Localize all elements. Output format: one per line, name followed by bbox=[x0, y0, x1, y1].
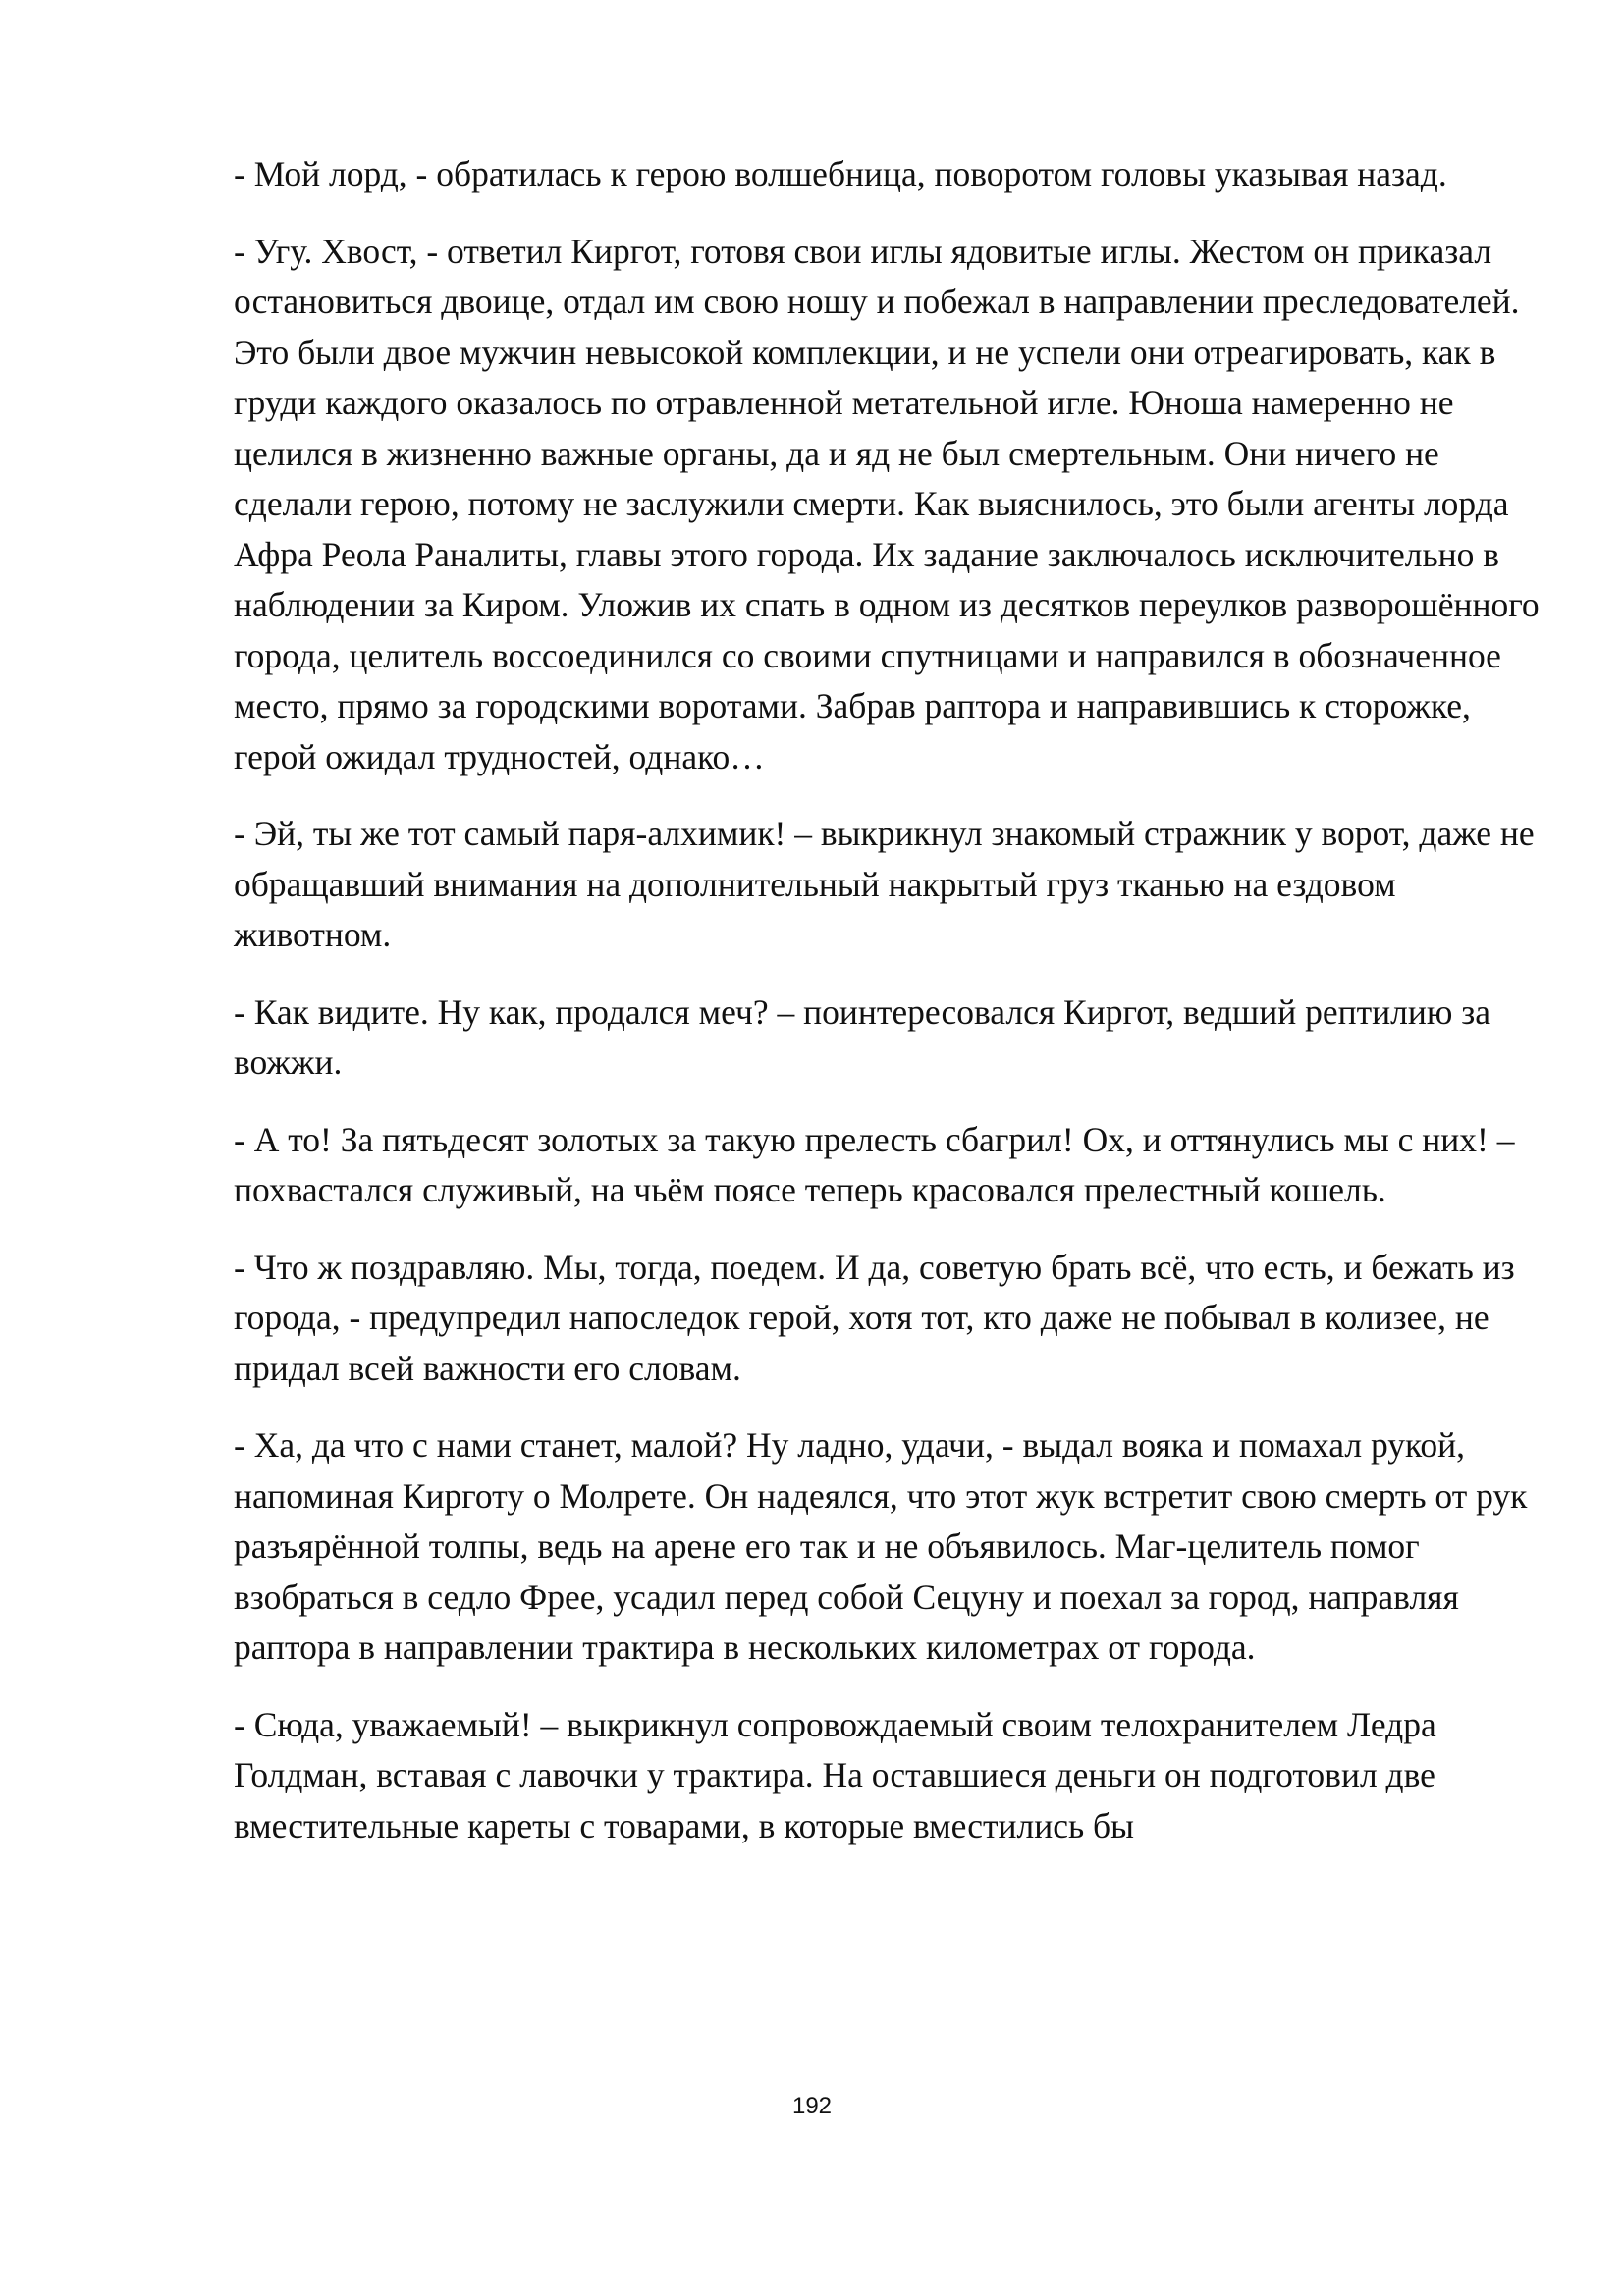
document-body bbox=[234, 149, 1540, 1878]
paragraph-1: - Мой лорд, - обратилась к герою волшебница, поворотом головы указывая назад. bbox=[234, 154, 1447, 193]
page-number: 192 bbox=[791, 2093, 833, 2119]
paragraph-7: - Ха, да что с нами станет, малой? Ну ладно, удачи, - выдал вояка и помахал рукой, напоминая Кирготу о Молрете. Он надеялся, что этот жук встретит свою смерть от рук разъярённой толпы, ведь на арене его так и не объявилось. Маг-целитель помог взобраться в седло Фрее, усадил перед собой Сецуну и поехал за город, направляя раптора в направлении трактира в нескольких километрах от города. bbox=[234, 1425, 1528, 1667]
paragraph-5: - А то! За пятьдесят золотых за такую прелесть сбагрил! Ох, и оттянулись мы с них! – похвастался служивый, на чьём поясе теперь красовался прелестный кошель. bbox=[234, 1119, 1515, 1209]
paragraph-2: - Угу. Хвост, - ответил Киргот, готовя свои иглы ядовитые иглы. Жестом он приказал остановиться двоице, отдал им свою ношу и побежал в направлении преследователей. Это были двое мужчин невысокой комплекции, и не успели они отреагировать, как в груди каждого оказалось по отравленной метательной игле. Юноша намеренно не целился в жизненно важные органы, да и яд не был смертельным. Они ничего не сделали герою, потому не заслужили смерти. Как выяснилось, это были агенты лорда Афра Реола Раналиты, главы этого города. Их задание заключалось исключительно в наблюдении за Киром. Уложив их спать в одном из десятков переулков разворошённого города, целитель воссоединился со своими спутницами и направился в обозначенное место, прямо за городскими воротами. Забрав раптора и направившись к сторожке, герой ожидал трудностей, однако… bbox=[234, 231, 1540, 776]
paragraph-3: - Эй, ты же тот самый паря-алхимик! – выкрикнул знакомый стражник у ворот, даже не обращавший внимания на дополнительный накрытый груз тканью на ездовом животном. bbox=[234, 814, 1535, 954]
paragraph-4: - Как видите. Ну как, продался меч? – поинтересовался Киргот, ведший рептилию за вожжи. bbox=[234, 991, 1491, 1082]
paragraph-6: - Что ж поздравляю. Мы, тогда, поедем. И да, советую брать всё, что есть, и бежать из города, - предупредил напоследок герой, хотя тот, кто даже не побывал в колизее, не придал всей важности его словам. bbox=[234, 1247, 1515, 1388]
paragraph-8: - Сюда, уважаемый! – выкрикнул сопровождаемый своим телохранителем Ледра Голдман, вставая с лавочки у трактира. На оставшиеся деньги он подготовил две вместительные кареты с товарами, в которые вместились бы bbox=[234, 1704, 1436, 1845]
